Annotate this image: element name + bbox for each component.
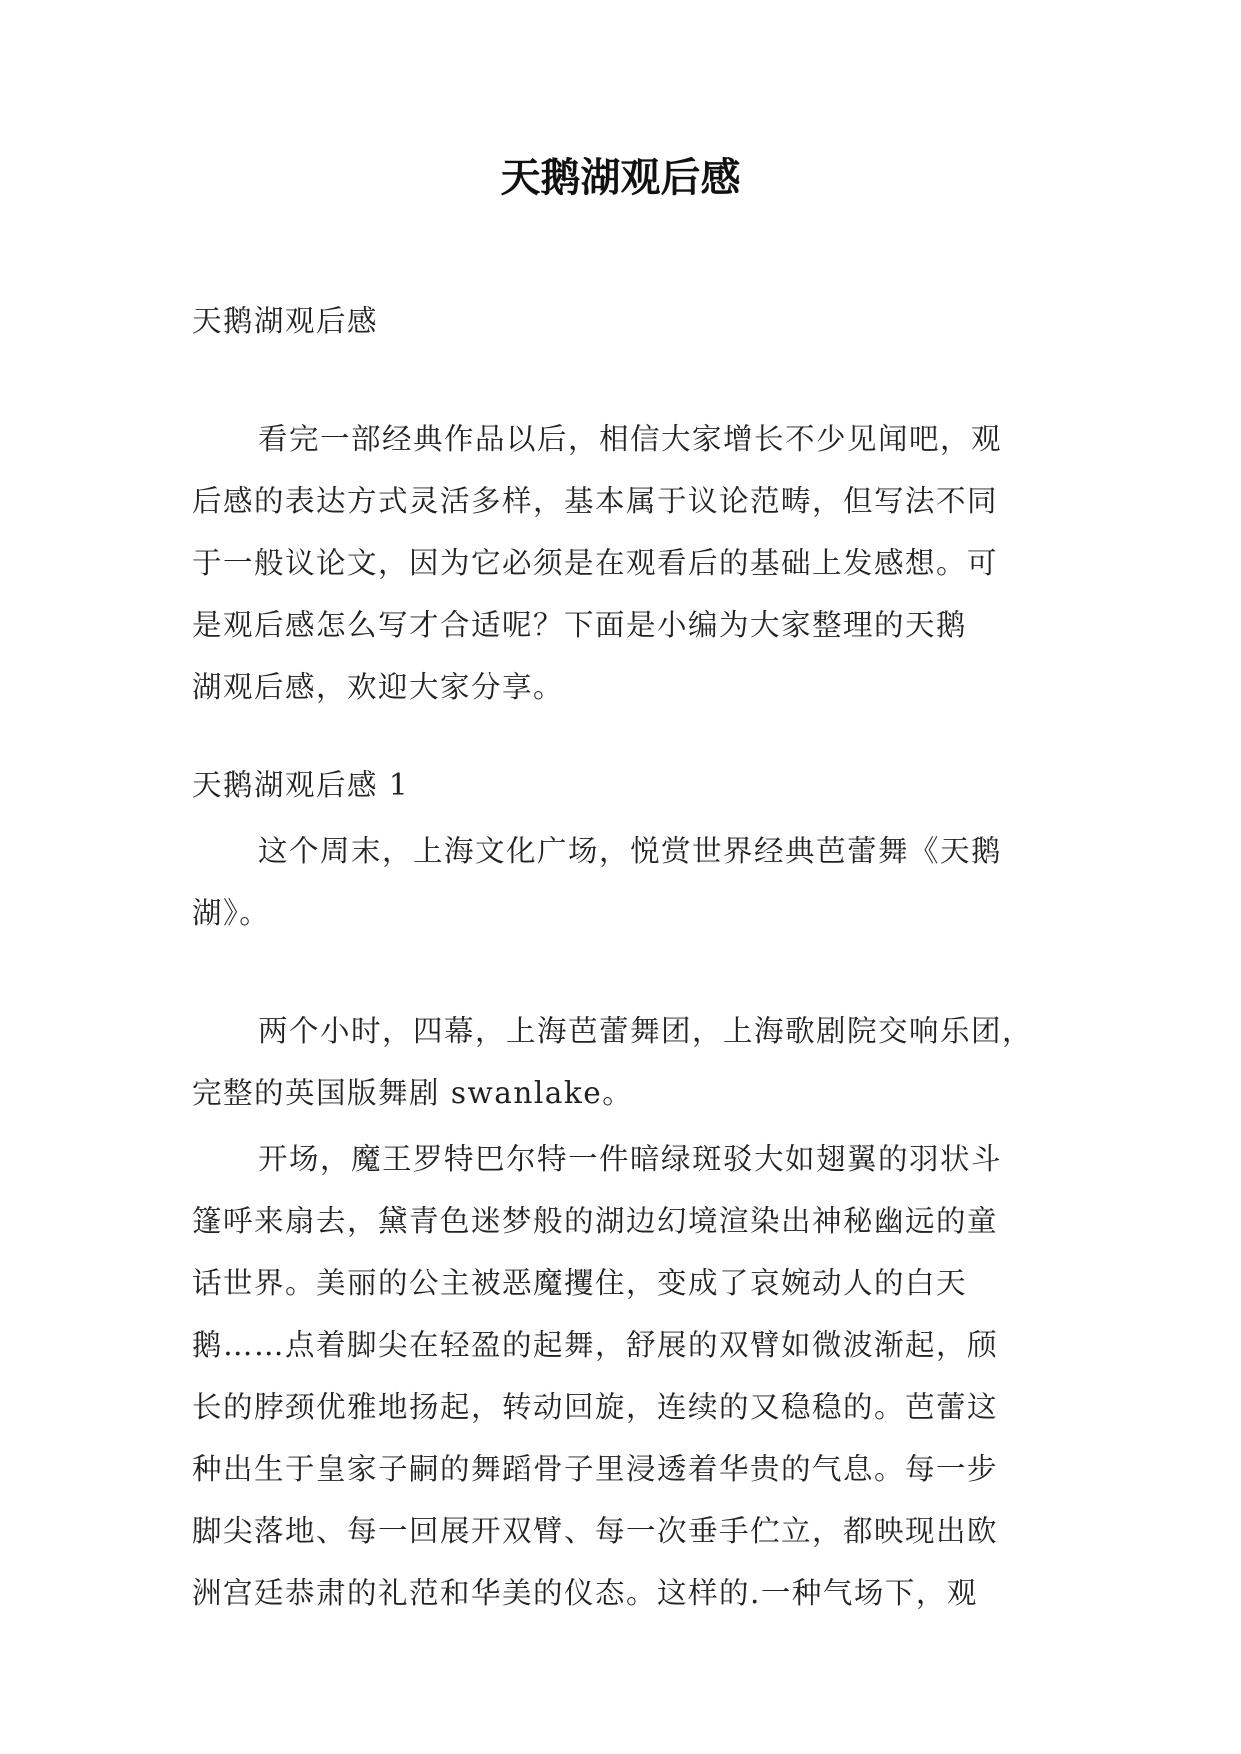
paragraph-2 — [192, 1000, 1050, 1124]
paragraph-line: 完整的英国版舞剧 swanlake。 — [192, 1076, 634, 1110]
paragraph-3 — [192, 1128, 1050, 1624]
paragraph-line: 长的脖颈优雅地扬起，转动回旋，连续的又稳稳的。芭蕾这 — [192, 1390, 999, 1424]
paragraph-line: 种出生于皇家子嗣的舞蹈骨子里浸透着华贵的气息。每一步 — [192, 1452, 999, 1486]
paragraph-line: 这个周末，上海文化广场，悦赏世界经典芭蕾舞《天鹅 — [258, 834, 1003, 868]
document-title: 天鹅湖观后感 — [500, 155, 741, 201]
intro-line: 看完一部经典作品以后，相信大家增长不少见闻吧，观 — [258, 422, 1003, 456]
section-heading: 天鹅湖观后感 1 — [192, 768, 410, 802]
intro-line: 后感的表达方式灵活多样，基本属于议论范畴，但写法不同 — [192, 484, 999, 518]
intro-line: 湖观后感，欢迎大家分享。 — [192, 670, 565, 704]
paragraph-line: 开场，魔王罗特巴尔特一件暗绿斑驳大如翅翼的羽状斗 — [258, 1142, 1003, 1176]
document-subtitle: 天鹅湖观后感 — [192, 304, 379, 338]
document-body — [192, 290, 1050, 1624]
paragraph-line: 篷呼来扇去，黛青色迷梦般的湖边幻境渲染出神秘幽远的童 — [192, 1204, 999, 1238]
paragraph-line: 脚尖落地、每一回展开双臂、每一次垂手伫立，都映现出欧 — [192, 1514, 999, 1548]
intro-paragraph — [192, 408, 1050, 718]
paragraph-1 — [192, 820, 1050, 944]
paragraph-line: 两个小时，四幕，上海芭蕾舞团，上海歌剧院交响乐团， — [258, 1014, 1034, 1048]
intro-line: 于一般议论文，因为它必须是在观看后的基础上发感想。可 — [192, 546, 999, 580]
paragraph-line: 洲宫廷恭肃的礼范和华美的仪态。这样的.一种气场下，观 — [192, 1576, 978, 1610]
paragraph-line: 鹅……点着脚尖在轻盈的起舞，舒展的双臂如微波渐起，颀 — [192, 1328, 999, 1362]
intro-line: 是观后感怎么写才合适呢？下面是小编为大家整理的天鹅 — [192, 608, 968, 642]
paragraph-line: 话世界。美丽的公主被恶魔攫住，变成了哀婉动人的白天 — [192, 1266, 968, 1300]
paragraph-line: 湖》。 — [192, 896, 271, 930]
